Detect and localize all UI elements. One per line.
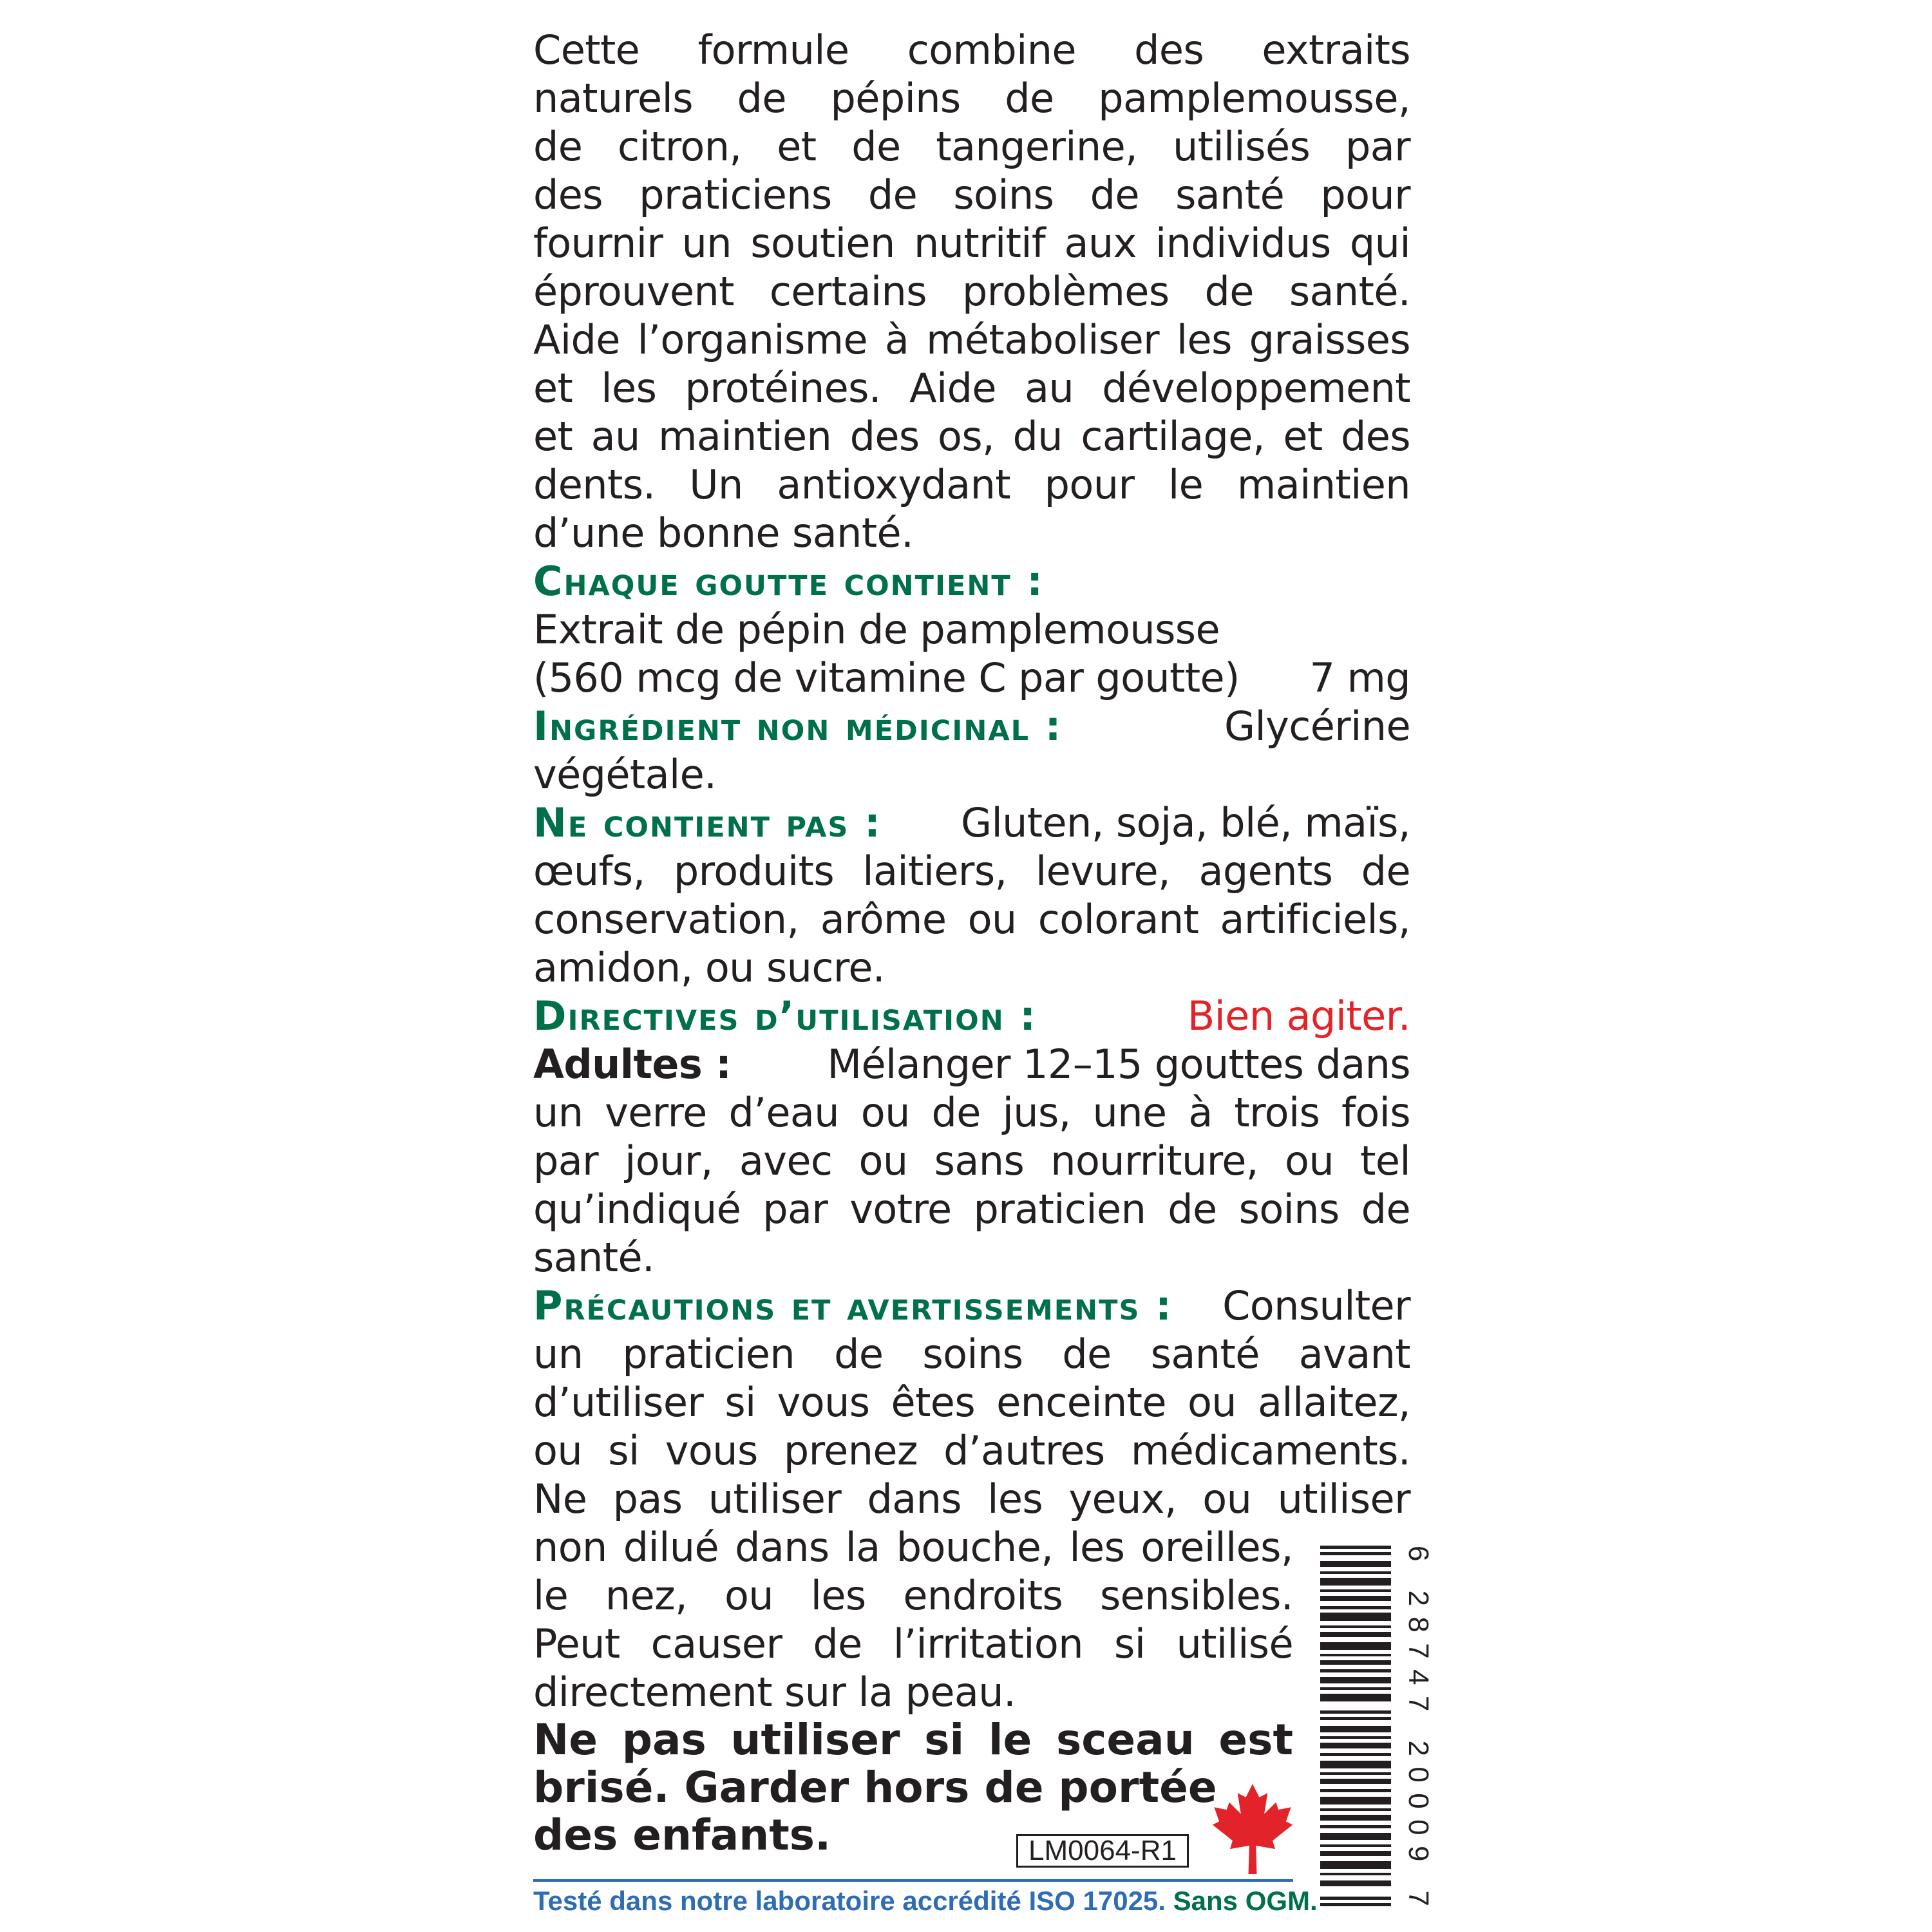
free-of-line: conservation, arôme ou colorant artificiels, xyxy=(533,896,1410,943)
barcode-digits xyxy=(1396,1546,1435,1906)
warning-line: des enfants. xyxy=(533,1810,831,1860)
intro-paragraph xyxy=(533,26,1410,557)
intro-line: éprouvent certains problèmes de santé. xyxy=(533,268,1410,315)
directions-heading: Directives d’utilisation : xyxy=(533,992,1037,1039)
precautions-line: ou si vous prenez d’autres médicaments. xyxy=(533,1427,1410,1474)
warning-line: Ne pas utiliser si le sceau est xyxy=(533,1715,1293,1765)
directions-line: un verre d’eau ou de jus, une à trois fois xyxy=(533,1089,1410,1136)
barcode-number: 6 28747 20009 7 xyxy=(1403,1546,1434,1906)
each-drop-detail: (560 mcg de vitamine C par goutte) xyxy=(533,654,1240,701)
barcode-icon xyxy=(1320,1546,1391,1906)
intro-line: dents. Un antioxydant pour le maintien xyxy=(533,461,1410,508)
each-drop-heading: Chaque goutte contient : xyxy=(533,558,1045,605)
intro-line: Aide l’organisme à métaboliser les graisses xyxy=(533,316,1410,363)
non-medicinal-heading: Ingrédient non médicinal : xyxy=(533,703,1063,750)
precautions-line: Peut causer de l’irritation si utilisé xyxy=(533,1620,1293,1667)
intro-line: et au maintien des os, du cartilage, et des xyxy=(533,413,1410,460)
non-medicinal-text: Glycérine xyxy=(1224,703,1410,750)
adults-text: Mélanger 12–15 gouttes dans xyxy=(827,1041,1410,1088)
non-medicinal-section xyxy=(533,702,1410,799)
directions-line: santé. xyxy=(533,1234,655,1281)
precautions-text: Consulter xyxy=(1222,1282,1410,1329)
precautions-line: d’utiliser si vous êtes enceinte ou allaitez, xyxy=(533,1379,1410,1426)
precautions-section xyxy=(533,1282,1410,1716)
adults-label: Adultes : xyxy=(533,1041,732,1088)
lot-code: LM0064-R1 xyxy=(1016,1834,1189,1868)
precautions-line: directement sur la peau. xyxy=(533,1669,1016,1716)
free-of-section xyxy=(533,799,1410,992)
free-of-heading: Ne contient pas : xyxy=(533,799,882,846)
barcode-digits-graphic xyxy=(1396,1546,1435,1906)
each-drop-section xyxy=(533,557,1410,702)
precautions-heading: Précautions et avertissements : xyxy=(533,1282,1173,1329)
free-of-text: Gluten, soja, blé, maïs, xyxy=(961,799,1410,846)
product-label-text xyxy=(533,26,1410,1859)
each-drop-ingredient: Extrait de pépin de pamplemousse xyxy=(533,606,1220,653)
directions-line: par jour, avec ou sans nourriture, ou tel xyxy=(533,1137,1410,1184)
free-of-row xyxy=(533,799,1410,847)
non-medicinal-row xyxy=(533,702,1410,750)
shake-well-text: Bien agiter. xyxy=(1187,992,1410,1039)
precautions-line: non dilué dans la bouche, les oreilles, xyxy=(533,1524,1293,1571)
intro-line: des praticiens de soins de santé pour xyxy=(533,171,1410,218)
non-gmo-text: Sans OGM. xyxy=(1173,1886,1318,1916)
directions-line: qu’indiqué par votre praticien de soins de xyxy=(533,1186,1410,1233)
adults-row xyxy=(533,1040,1410,1088)
maple-leaf-icon xyxy=(1211,1784,1294,1874)
non-medicinal-line: végétale. xyxy=(533,751,717,798)
each-drop-amount: 7 mg xyxy=(1309,654,1410,701)
intro-line: d’une bonne santé. xyxy=(533,509,914,556)
free-of-line: œufs, produits laitiers, levure, agents de xyxy=(533,848,1410,895)
intro-line: et les protéines. Aide au développement xyxy=(533,365,1410,412)
warning-line: brisé. Garder hors de portée xyxy=(533,1763,1217,1812)
each-drop-detail-row xyxy=(533,654,1410,702)
directions-section xyxy=(533,992,1410,1282)
free-of-line: amidon, ou sucre. xyxy=(533,944,886,991)
intro-line: de citron, et de tangerine, utilisés par xyxy=(533,123,1410,170)
precautions-line: Ne pas utiliser dans les yeux, ou utiliser xyxy=(533,1475,1410,1522)
intro-line: naturels de pépins de pamplemousse, xyxy=(533,75,1410,122)
footer-divider xyxy=(533,1879,1293,1882)
footer xyxy=(533,1886,1318,1917)
intro-line: fournir un soutien nutritif aux individus qui xyxy=(533,220,1410,267)
precautions-line: le nez, ou les endroits sensibles. xyxy=(533,1572,1293,1619)
lab-accreditation-text: Testé dans notre laboratoire accrédité ISO 17025. xyxy=(533,1886,1166,1916)
precautions-row xyxy=(533,1282,1410,1330)
directions-row xyxy=(533,992,1410,1040)
intro-line: Cette formule combine des extraits xyxy=(533,26,1410,73)
precautions-line: un praticien de soins de santé avant xyxy=(533,1331,1410,1378)
